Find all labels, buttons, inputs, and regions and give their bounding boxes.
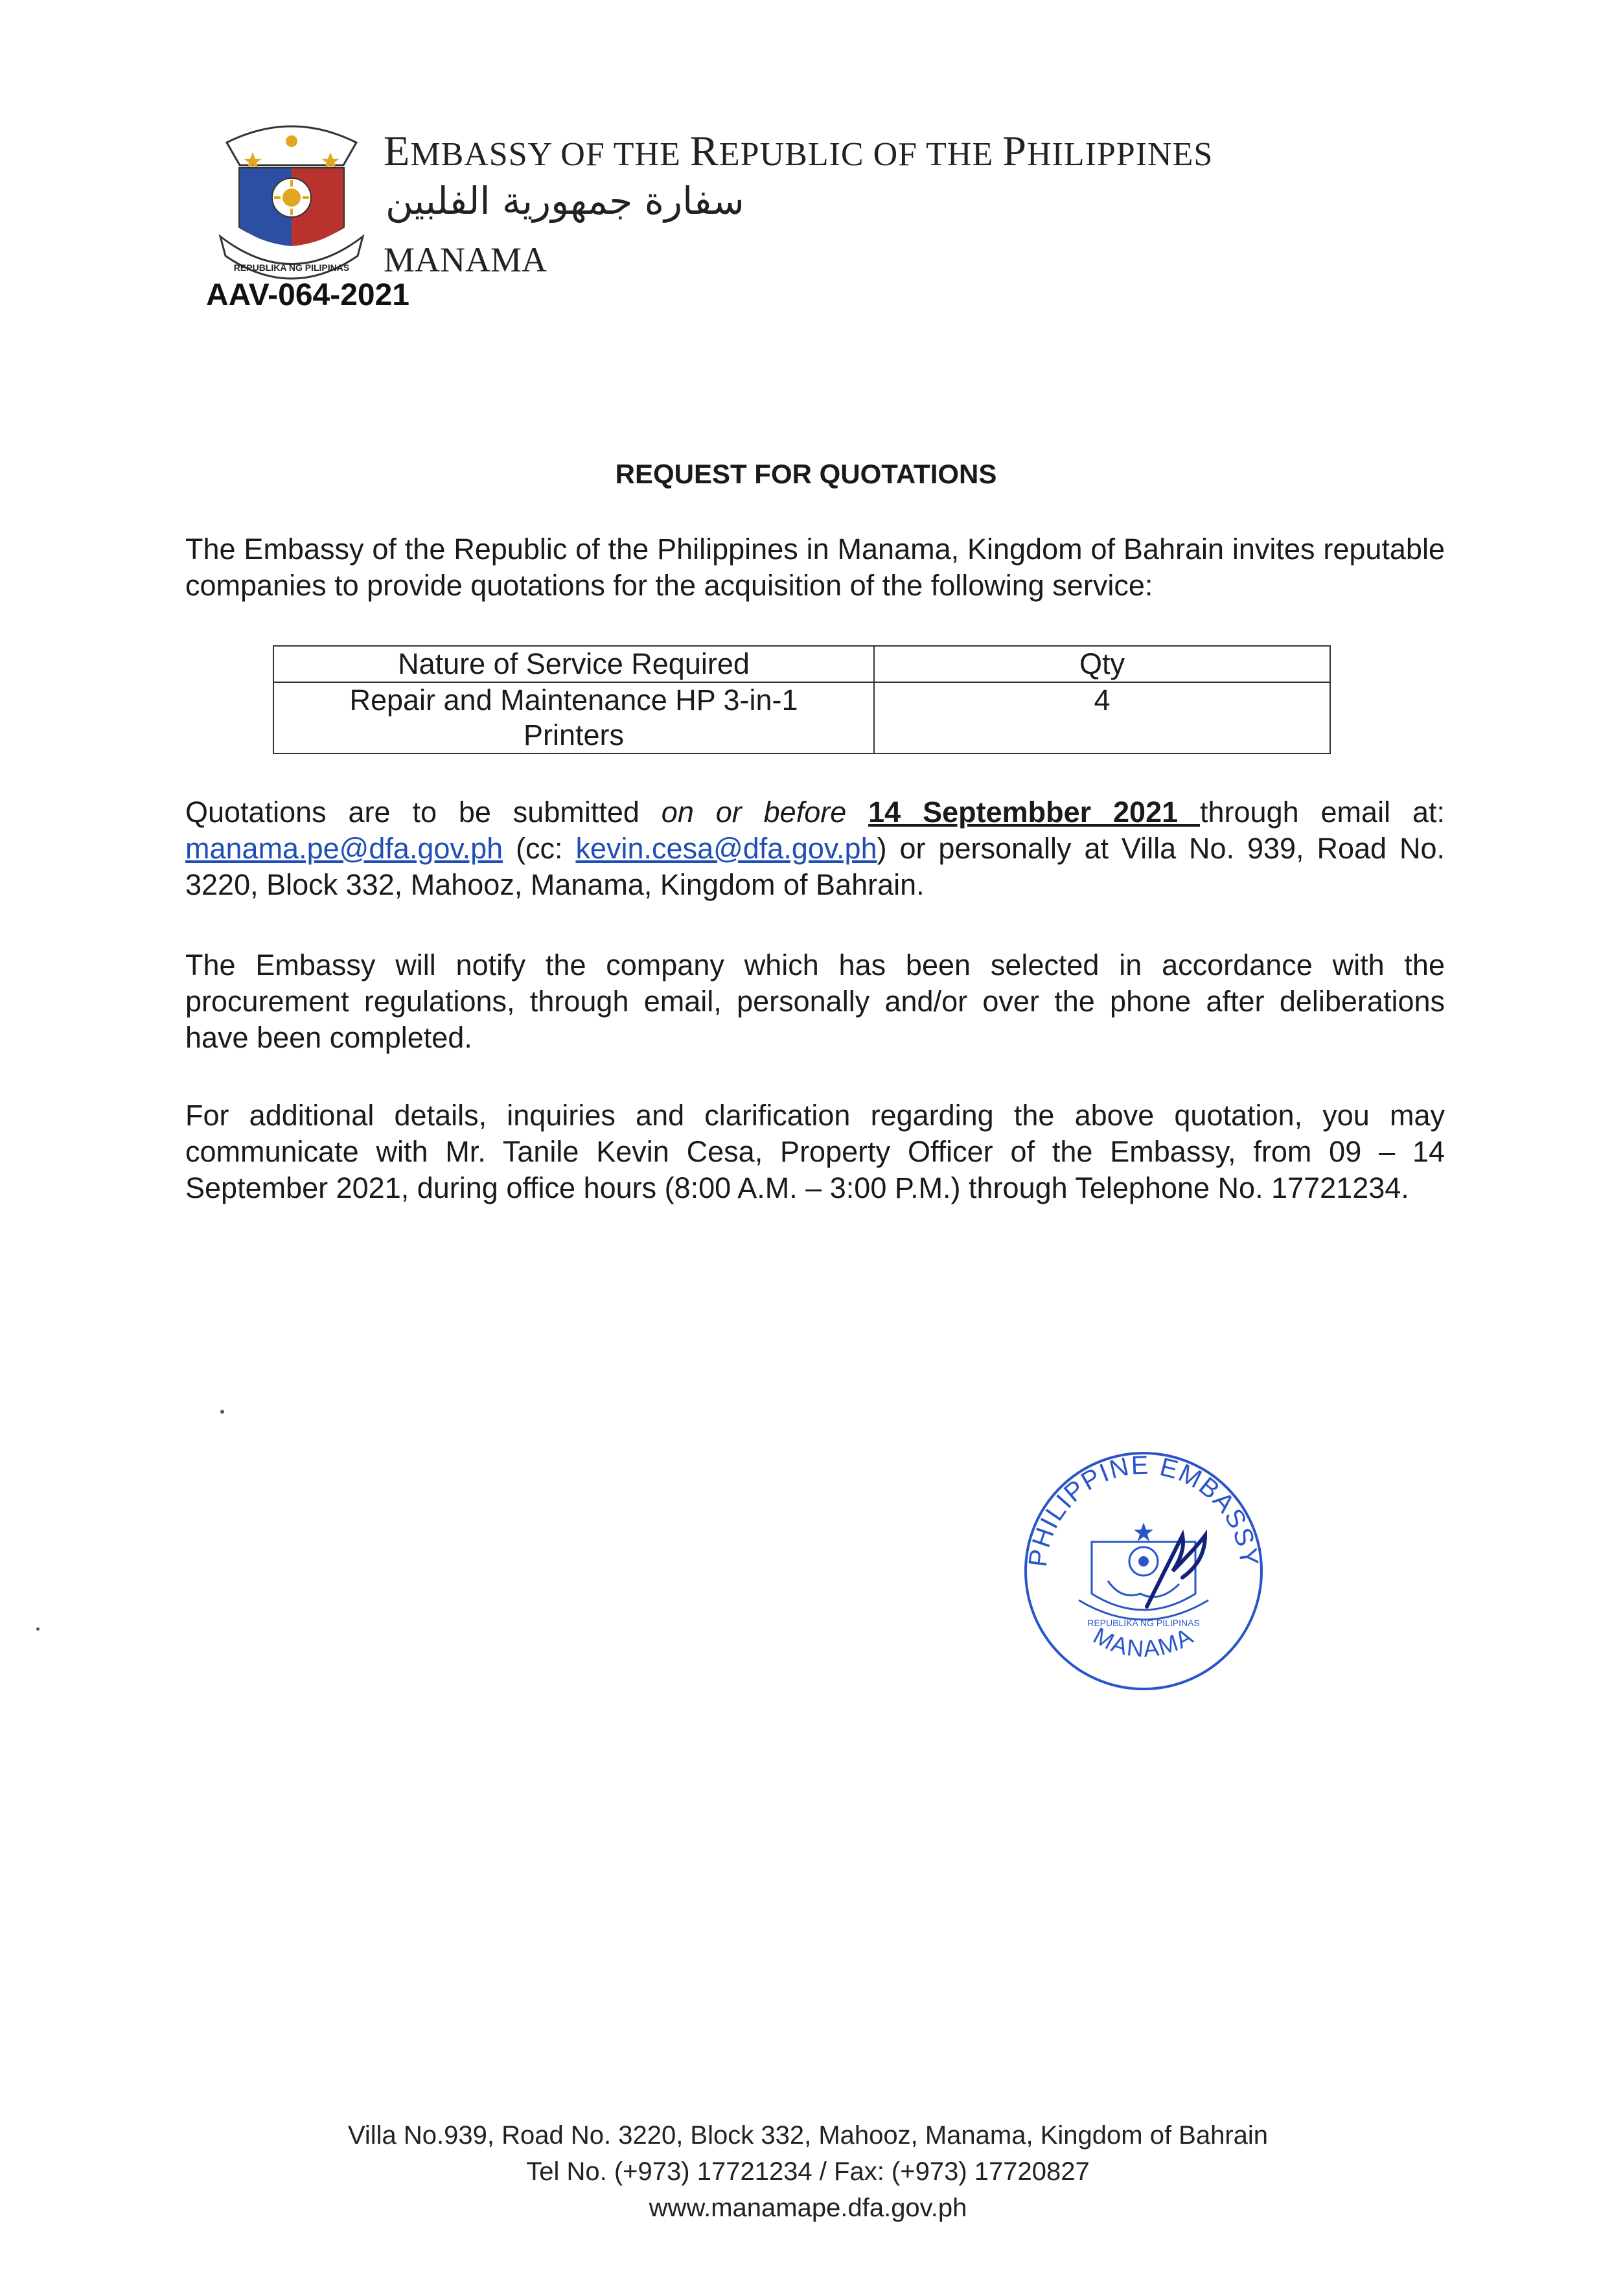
seal-inner-text: REPUBLIKA NG PILIPINAS — [1087, 1618, 1200, 1628]
footer-phone: Tel No. (+973) 17721234 / Fax: (+973) 17720827 — [526, 2157, 1090, 2186]
cc-email-link[interactable]: kevin.cesa@dfa.gov.ph — [575, 832, 877, 865]
letterhead-city: MANAMA — [384, 240, 547, 279]
table-header-qty: Qty — [874, 646, 1330, 682]
embassy-seal-stamp — [1011, 1438, 1276, 1704]
seal-bottom-text: MANAMA — [1088, 1622, 1199, 1662]
footer-website: www.manamape.dfa.gov.ph — [649, 2194, 967, 2222]
table-header-row — [273, 646, 1330, 682]
submission-paragraph: Quotations are to be submitted on or before 14 Septembber 2021 through email at: manama.pe@dfa.gov.ph (cc: kevin.cesa@dfa.gov.ph) or personally at Villa No. 939, Road No. 3220, Block 332, Mahooz, Manama, Kingdom of Bahrain. — [185, 796, 1445, 901]
contact-paragraph: For additional details, inquiries and clarification regarding the above quotation, you may communicate with Mr. Tanile Kevin Cesa, Property Officer of the Embassy, from 09 – 14 September 2021, during office hours (8:00 A.M. – 3:00 P.M.) through Telephone No. 17721234. — [185, 1099, 1445, 1204]
document-heading: REQUEST FOR QUOTATIONS — [615, 459, 997, 489]
scan-speck — [36, 1627, 40, 1631]
crest-ribbon-text: REPUBLIKA NG PILIPINAS — [233, 262, 350, 273]
table-row — [273, 682, 1330, 753]
table-header-service: Nature of Service Required — [273, 646, 874, 682]
footer — [0, 2117, 1612, 2226]
submission-deadline: 14 Septembber 2021 — [868, 796, 1201, 829]
table-cell-qty: 4 — [874, 682, 1330, 753]
scan-speck — [220, 1410, 224, 1414]
intro-paragraph: The Embassy of the Republic of the Philippines in Manama, Kingdom of Bahrain invites reputable companies to provide quotations for the acquisition of the following service: — [185, 533, 1445, 602]
submission-italic: on or before — [661, 796, 847, 829]
table-cell-service: Repair and Maintenance HP 3-in-1 Printers — [273, 682, 874, 753]
letterhead-title: EMBASSY OF THE REPUBLIC OF THE PHILIPPINES — [384, 128, 1214, 175]
letterhead-arabic-name: سفارة جمهورية الفلبين — [386, 179, 744, 223]
seal-top-text: PHILIPPINE EMBASSY — [1023, 1451, 1264, 1568]
footer-address: Villa No.939, Road No. 3220, Block 332, Mahooz, Manama, Kingdom of Bahrain — [347, 2121, 1269, 2150]
service-table — [273, 645, 1331, 754]
email-link[interactable]: manama.pe@dfa.gov.ph — [185, 832, 503, 865]
reference-number: AAV-064-2021 — [206, 278, 409, 312]
philippine-coat-of-arms-icon — [214, 117, 369, 285]
notification-paragraph: The Embassy will notify the company which has been selected in accordance with the procurement regulations, through email, personally and/or over the phone after deliberations have been completed. — [185, 948, 1445, 1054]
